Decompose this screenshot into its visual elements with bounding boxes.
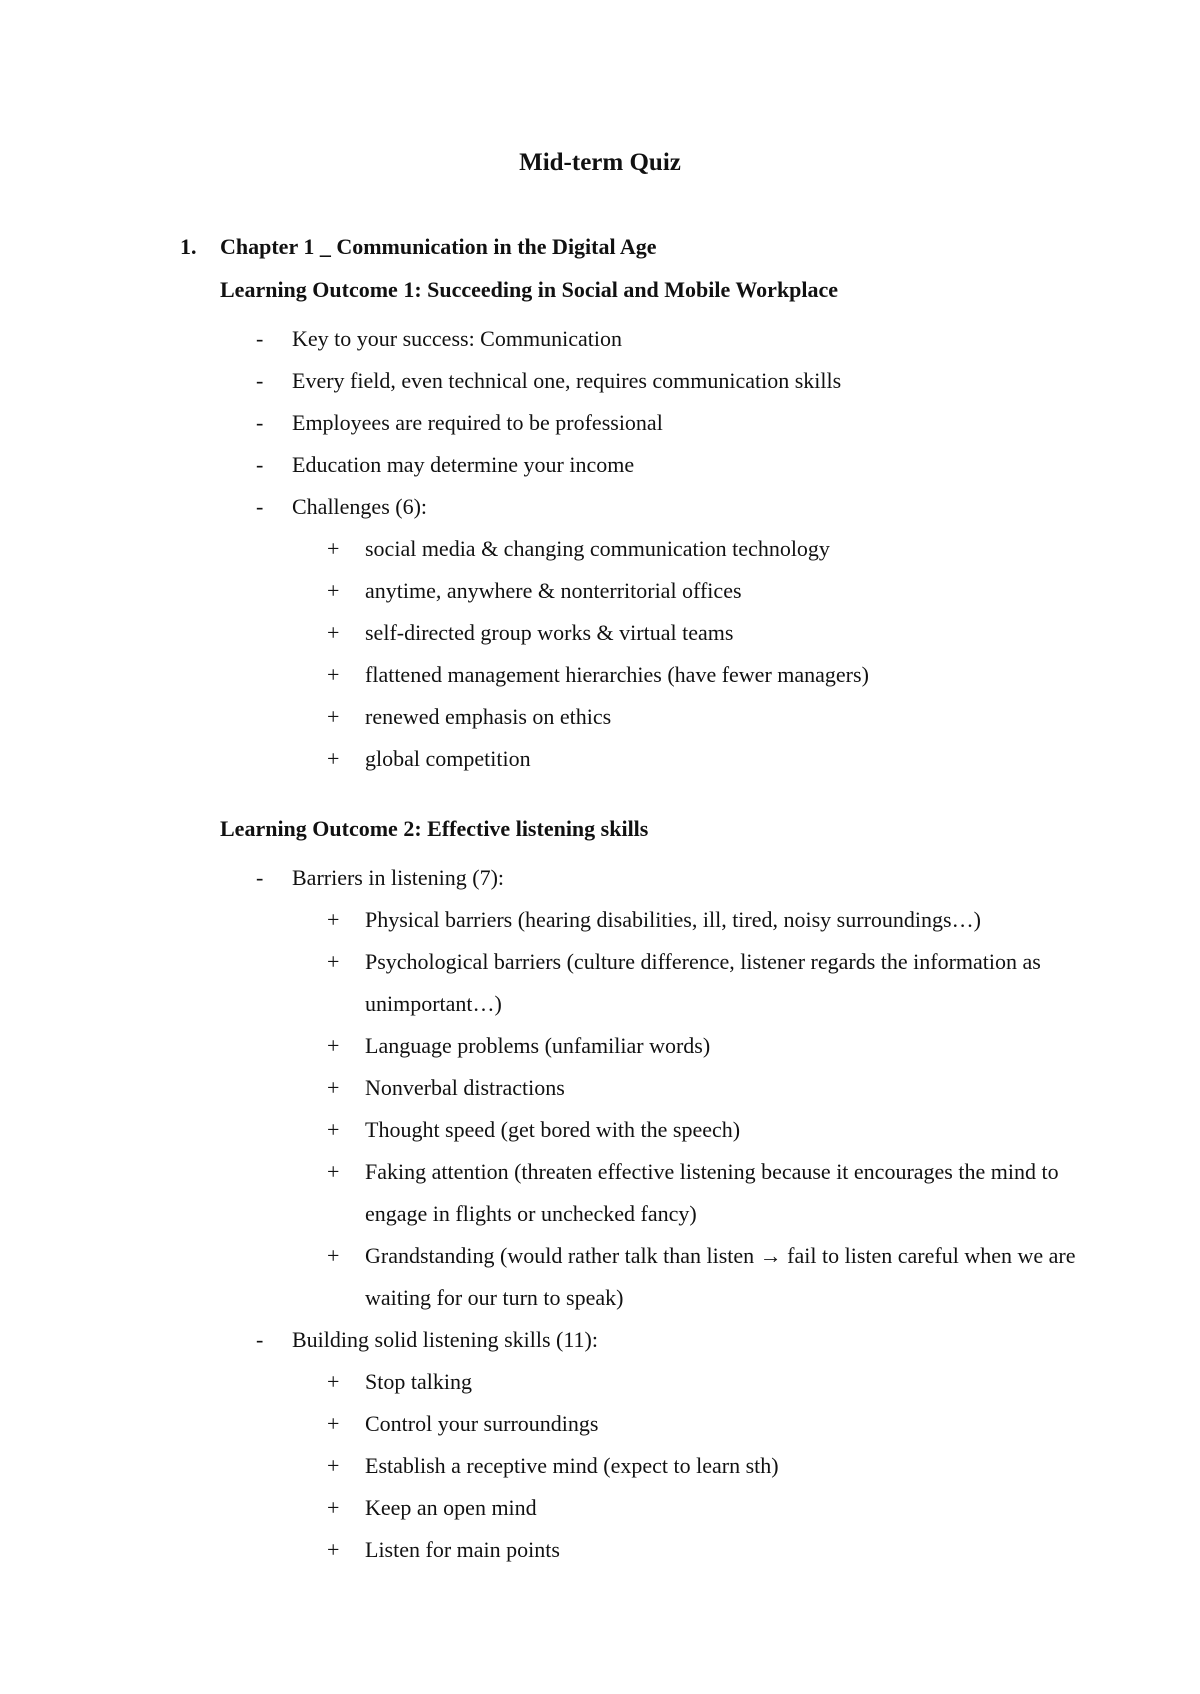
listening-skills-list bbox=[325, 1361, 1112, 1571]
list-item bbox=[325, 1067, 1085, 1109]
list-item-text: Challenges (6): bbox=[292, 494, 428, 519]
list-item bbox=[252, 318, 1112, 360]
list-item-text: Physical barriers (hearing disabilities, ill, tired, noisy surroundings…) bbox=[365, 907, 981, 932]
dash-marker: - bbox=[256, 326, 264, 351]
list-item bbox=[325, 899, 1085, 941]
list-item-text: Barriers in listening (7): bbox=[292, 865, 505, 890]
list-item-text: Psychological barriers (culture difference, listener regards the information as unimportant…) bbox=[365, 949, 1041, 1016]
list-item-text: Nonverbal distractions bbox=[365, 1075, 565, 1100]
list-item bbox=[252, 1319, 1112, 1571]
plus-marker: + bbox=[327, 536, 340, 561]
list-item bbox=[325, 1487, 1085, 1529]
learning-outcome-2-heading: Learning Outcome 2: Effective listening skills bbox=[220, 816, 649, 841]
list-item-text: Control your surroundings bbox=[365, 1411, 599, 1436]
dash-marker: - bbox=[256, 1327, 264, 1352]
chapter-title: Chapter 1 _ Communication in the Digital Age bbox=[220, 234, 657, 259]
dash-marker: - bbox=[256, 494, 264, 519]
dash-marker: - bbox=[256, 410, 264, 435]
plus-marker: + bbox=[327, 578, 340, 603]
chapter-number: 1. bbox=[180, 234, 197, 259]
dash-marker: - bbox=[256, 368, 264, 393]
list-item-text: renewed emphasis on ethics bbox=[365, 704, 612, 729]
list-item bbox=[325, 941, 1085, 1025]
list-item-text: social media & changing communication technology bbox=[365, 536, 830, 561]
list-item bbox=[252, 402, 1112, 444]
list-item-text: anytime, anywhere & nonterritorial offices bbox=[365, 578, 742, 603]
list-item bbox=[325, 1109, 1085, 1151]
list-item-text: flattened management hierarchies (have fewer managers) bbox=[365, 662, 869, 687]
dash-marker: - bbox=[256, 452, 264, 477]
list-item bbox=[325, 1445, 1085, 1487]
plus-marker: + bbox=[327, 1075, 340, 1100]
plus-marker: + bbox=[327, 704, 340, 729]
plus-marker: + bbox=[327, 662, 340, 687]
list-item-text: Keep an open mind bbox=[365, 1495, 537, 1520]
list-item-text: self-directed group works & virtual teams bbox=[365, 620, 734, 645]
outcome-2-list bbox=[252, 857, 1112, 1571]
plus-marker: + bbox=[327, 746, 340, 771]
plus-marker: + bbox=[327, 1117, 340, 1142]
document-title: Mid-term Quiz bbox=[519, 149, 681, 176]
plus-marker: + bbox=[327, 1033, 340, 1058]
list-item-text: Thought speed (get bored with the speech) bbox=[365, 1117, 741, 1142]
plus-marker: + bbox=[327, 1453, 340, 1478]
plus-marker: + bbox=[327, 1495, 340, 1520]
list-item-text: Listen for main points bbox=[365, 1537, 560, 1562]
plus-marker: + bbox=[327, 1369, 340, 1394]
list-item bbox=[325, 1151, 1085, 1235]
list-item bbox=[325, 1529, 1085, 1571]
list-item bbox=[325, 738, 1085, 780]
list-item-text: Education may determine your income bbox=[292, 452, 635, 477]
list-item bbox=[325, 570, 1085, 612]
list-item bbox=[252, 486, 1112, 780]
list-item bbox=[252, 360, 1112, 402]
barriers-list bbox=[325, 899, 1112, 1319]
outcome-1-list bbox=[252, 318, 1112, 780]
list-item bbox=[252, 444, 1112, 486]
plus-marker: + bbox=[327, 949, 340, 974]
list-item-text: global competition bbox=[365, 746, 531, 771]
list-item-text: Building solid listening skills (11): bbox=[292, 1327, 598, 1352]
list-item bbox=[325, 612, 1085, 654]
learning-outcome-1-heading: Learning Outcome 1: Succeeding in Social and Mobile Workplace bbox=[220, 277, 839, 302]
list-item bbox=[252, 857, 1112, 1319]
list-item-text: Establish a receptive mind (expect to learn sth) bbox=[365, 1453, 779, 1478]
challenges-list bbox=[325, 528, 1112, 780]
plus-marker: + bbox=[327, 1411, 340, 1436]
plus-marker: + bbox=[327, 1243, 340, 1268]
plus-marker: + bbox=[327, 620, 340, 645]
chapter-heading bbox=[180, 233, 657, 261]
list-item bbox=[325, 1361, 1085, 1403]
list-item-text: Stop talking bbox=[365, 1369, 472, 1394]
plus-marker: + bbox=[327, 1537, 340, 1562]
list-item-text: Every field, even technical one, requires communication skills bbox=[292, 368, 842, 393]
list-item-text: Employees are required to be professional bbox=[292, 410, 663, 435]
list-item bbox=[325, 1025, 1085, 1067]
plus-marker: + bbox=[327, 1159, 340, 1184]
list-item bbox=[325, 654, 1085, 696]
list-item bbox=[325, 1403, 1085, 1445]
list-item-text: Key to your success: Communication bbox=[292, 326, 622, 351]
list-item-text: Language problems (unfamiliar words) bbox=[365, 1033, 711, 1058]
list-item bbox=[325, 1235, 1085, 1319]
list-item-text: Faking attention (threaten effective listening because it encourages the mind to engage in flights or unchecked fancy) bbox=[365, 1159, 1059, 1226]
plus-marker: + bbox=[327, 907, 340, 932]
list-item bbox=[325, 528, 1085, 570]
list-item bbox=[325, 696, 1085, 738]
dash-marker: - bbox=[256, 865, 264, 890]
list-item-text: Grandstanding (would rather talk than listen → fail to listen careful when we are waiting for our turn to speak) bbox=[365, 1243, 1076, 1310]
